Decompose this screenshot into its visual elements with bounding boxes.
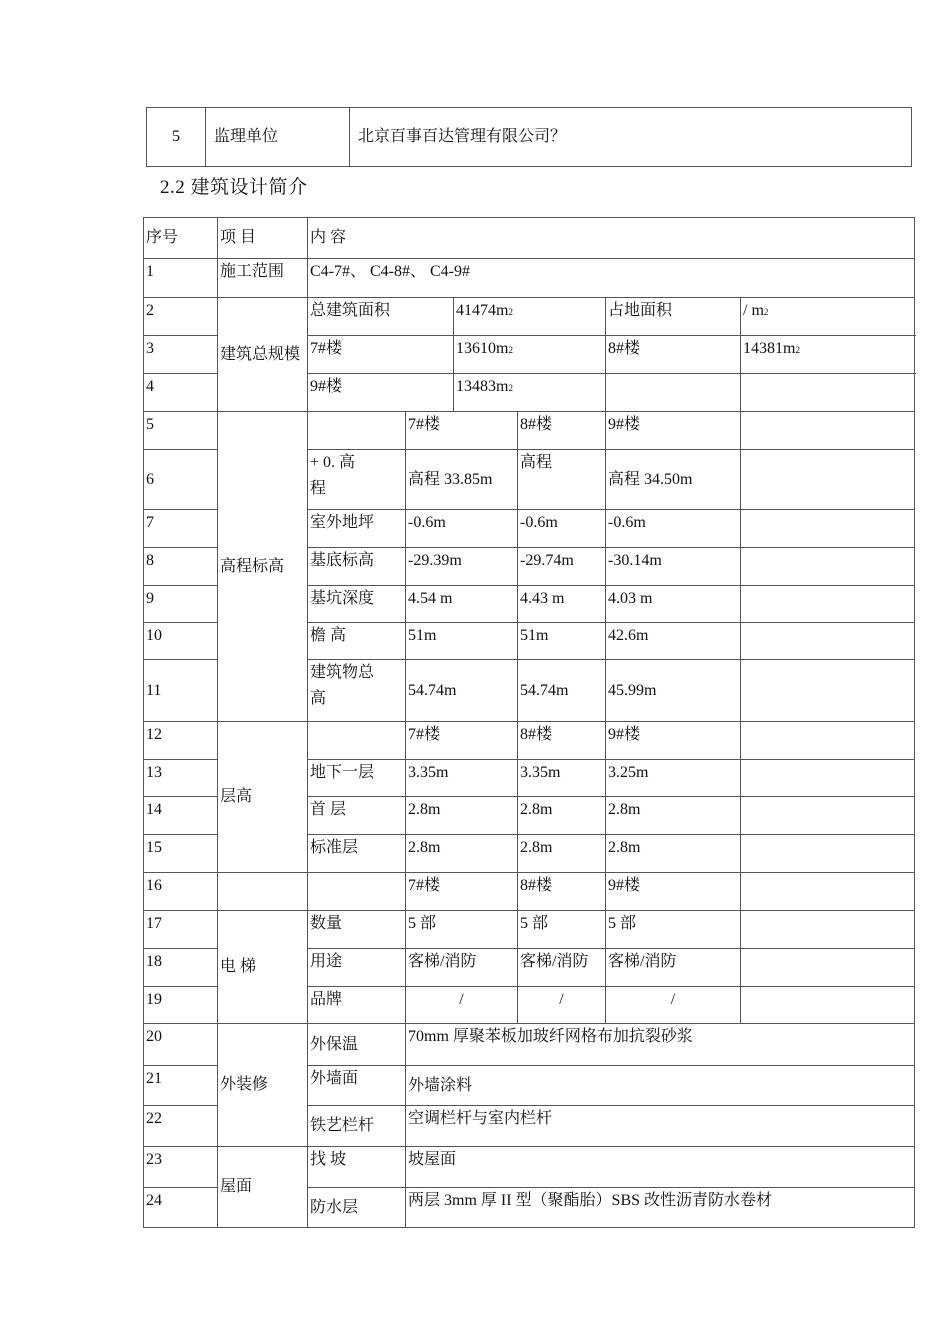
item-content: 两层 3mm 厚 II 型（聚酯胎）SBS 改性沥青防水卷材: [406, 1188, 915, 1228]
cell: 3.35m: [406, 760, 518, 797]
row-label: 地下一层: [308, 760, 406, 797]
table-row: [144, 412, 915, 450]
row-number: 18: [144, 949, 218, 987]
item-content: 外墙涂料: [406, 1066, 915, 1106]
item-label: 施工范围: [218, 259, 308, 298]
cell: /: [606, 987, 741, 1024]
cell: [741, 586, 915, 623]
row-label: 外墙面: [308, 1066, 406, 1106]
cell: -0.6m: [406, 510, 518, 548]
building-header: 9#楼: [606, 412, 741, 450]
item-content: 北京百事百达管理有限公司？: [350, 108, 912, 167]
cell: 客梯/消防: [606, 949, 741, 987]
row-number: 23: [144, 1147, 218, 1188]
cell: [741, 660, 915, 722]
cell: 2.8m: [606, 797, 741, 835]
item-label: 层高: [218, 722, 308, 873]
building-header: 8#楼: [518, 873, 606, 911]
cell: 3.25m: [606, 760, 741, 797]
row-number: 12: [144, 722, 218, 760]
item-content: 空调栏杆与室内栏杆: [406, 1106, 915, 1147]
row-number: 20: [144, 1024, 218, 1066]
item-label: [218, 873, 308, 911]
cell: [741, 623, 915, 660]
cell: [606, 374, 741, 412]
row-number: 7: [144, 510, 218, 548]
cell: 4.43 m: [518, 586, 606, 623]
cell: [741, 873, 915, 911]
table-row: [144, 722, 915, 760]
cell: -29.39m: [406, 548, 518, 586]
section-heading: 2.2 建筑设计简介: [160, 177, 308, 198]
row-label: 室外地坪: [308, 510, 406, 548]
building-header: 7#楼: [406, 873, 518, 911]
cell: [308, 873, 406, 911]
cell: [741, 760, 915, 797]
cell: 9#楼: [308, 374, 454, 412]
cell: -0.6m: [606, 510, 741, 548]
item-label: 屋面: [218, 1147, 308, 1228]
cell: -30.14m: [606, 548, 741, 586]
cell: 2.8m: [406, 797, 518, 835]
design-summary-table: [143, 217, 915, 1228]
cell: 54.74m: [518, 660, 606, 722]
building-header: 7#楼: [406, 722, 518, 760]
cell: [741, 797, 915, 835]
item-content: 70mm 厚聚苯板加玻纤网格布加抗裂砂浆: [406, 1024, 915, 1066]
cell: 高程 33.85m: [406, 450, 518, 510]
row-number: 11: [144, 660, 218, 722]
item-label: 高程标高: [218, 412, 308, 722]
row-number: 9: [144, 586, 218, 623]
header-no: 序号: [144, 218, 218, 259]
cell: 高程: [518, 450, 606, 510]
row-label: + 0. 高程: [308, 450, 406, 510]
cell: [308, 412, 406, 450]
cell: [741, 374, 915, 412]
cell: 8#楼: [606, 336, 741, 374]
cell: 5 部: [606, 911, 741, 949]
row-number: 22: [144, 1106, 218, 1147]
row-number: 10: [144, 623, 218, 660]
cell: 7#楼: [308, 336, 454, 374]
cell: -29.74m: [518, 548, 606, 586]
cell: /: [518, 987, 606, 1024]
cell: 总建筑面积: [308, 298, 454, 336]
cell: [741, 911, 915, 949]
cell: 51m: [518, 623, 606, 660]
row-label: 外保温: [308, 1024, 406, 1066]
building-header: 9#楼: [606, 722, 741, 760]
building-header: 7#楼: [406, 412, 518, 450]
row-label: 建筑物总高: [308, 660, 406, 722]
row-number: 14: [144, 797, 218, 835]
row-label: 首 层: [308, 797, 406, 835]
header-item: 项 目: [218, 218, 308, 259]
cell: 客梯/消防: [406, 949, 518, 987]
cell: -0.6m: [518, 510, 606, 548]
row-number: 8: [144, 548, 218, 586]
row-label: 基坑深度: [308, 586, 406, 623]
cell: [741, 510, 915, 548]
cell: 51m: [406, 623, 518, 660]
cell: 高程 34.50m: [606, 450, 741, 510]
row-number: 16: [144, 873, 218, 911]
row-label: 用途: [308, 949, 406, 987]
row-number: 19: [144, 987, 218, 1024]
cell: / m2: [741, 298, 915, 336]
item-content: 坡屋面: [406, 1147, 915, 1188]
row-label: 铁艺栏杆: [308, 1106, 406, 1147]
row-label: 檐 高: [308, 623, 406, 660]
supervision-table: [146, 107, 912, 167]
item-label: 电 梯: [218, 911, 308, 1024]
cell: 4.03 m: [606, 586, 741, 623]
cell: 13483m2: [454, 374, 606, 412]
cell: 4.54 m: [406, 586, 518, 623]
row-number: 1: [144, 259, 218, 298]
cell: 2.8m: [406, 835, 518, 873]
item-label: 外装修: [218, 1024, 308, 1147]
cell: 13610m2: [454, 336, 606, 374]
cell: [741, 548, 915, 586]
row-number: 24: [144, 1188, 218, 1228]
building-header: 9#楼: [606, 873, 741, 911]
cell: [308, 722, 406, 760]
cell: [741, 412, 915, 450]
table-row: [144, 259, 915, 298]
cell: [741, 835, 915, 873]
row-number: 13: [144, 760, 218, 797]
table-row: [144, 298, 915, 336]
cell: 3.35m: [518, 760, 606, 797]
row-number: 2: [144, 298, 218, 336]
cell: 客梯/消防: [518, 949, 606, 987]
row-number: 15: [144, 835, 218, 873]
row-number: 5: [147, 108, 206, 167]
table-row: [144, 911, 915, 949]
table-row: [144, 873, 915, 911]
cell: 占地面积: [606, 298, 741, 336]
table-row: [144, 1024, 915, 1066]
building-header: 8#楼: [518, 412, 606, 450]
cell: 54.74m: [406, 660, 518, 722]
row-label: 标准层: [308, 835, 406, 873]
table-row: [144, 1147, 915, 1188]
cell: /: [406, 987, 518, 1024]
row-number: 4: [144, 374, 218, 412]
cell: 2.8m: [518, 797, 606, 835]
header-content: 内 容: [308, 218, 915, 259]
table-row: [147, 108, 912, 167]
cell: 2.8m: [606, 835, 741, 873]
row-number: 21: [144, 1066, 218, 1106]
row-number: 5: [144, 412, 218, 450]
row-number: 17: [144, 911, 218, 949]
row-number: 3: [144, 336, 218, 374]
row-label: 基底标高: [308, 548, 406, 586]
cell: [741, 949, 915, 987]
row-label: 数量: [308, 911, 406, 949]
header-row: [144, 218, 915, 259]
building-header: 8#楼: [518, 722, 606, 760]
cell: [741, 450, 915, 510]
cell: 41474m2: [454, 298, 606, 336]
cell: 5 部: [406, 911, 518, 949]
row-number: 6: [144, 450, 218, 510]
item-label: 建筑总规模: [218, 298, 308, 412]
cell: [741, 987, 915, 1024]
cell: 14381m2: [741, 336, 915, 374]
cell: 45.99m: [606, 660, 741, 722]
row-label: 防水层: [308, 1188, 406, 1228]
cell: 2.8m: [518, 835, 606, 873]
cell: [741, 722, 915, 760]
row-label: 品牌: [308, 987, 406, 1024]
item-label: 监理单位: [206, 108, 350, 167]
cell: 42.6m: [606, 623, 741, 660]
cell: 5 部: [518, 911, 606, 949]
row-label: 找 坡: [308, 1147, 406, 1188]
item-content: C4-7#、 C4-8#、 C4-9#: [308, 259, 915, 298]
